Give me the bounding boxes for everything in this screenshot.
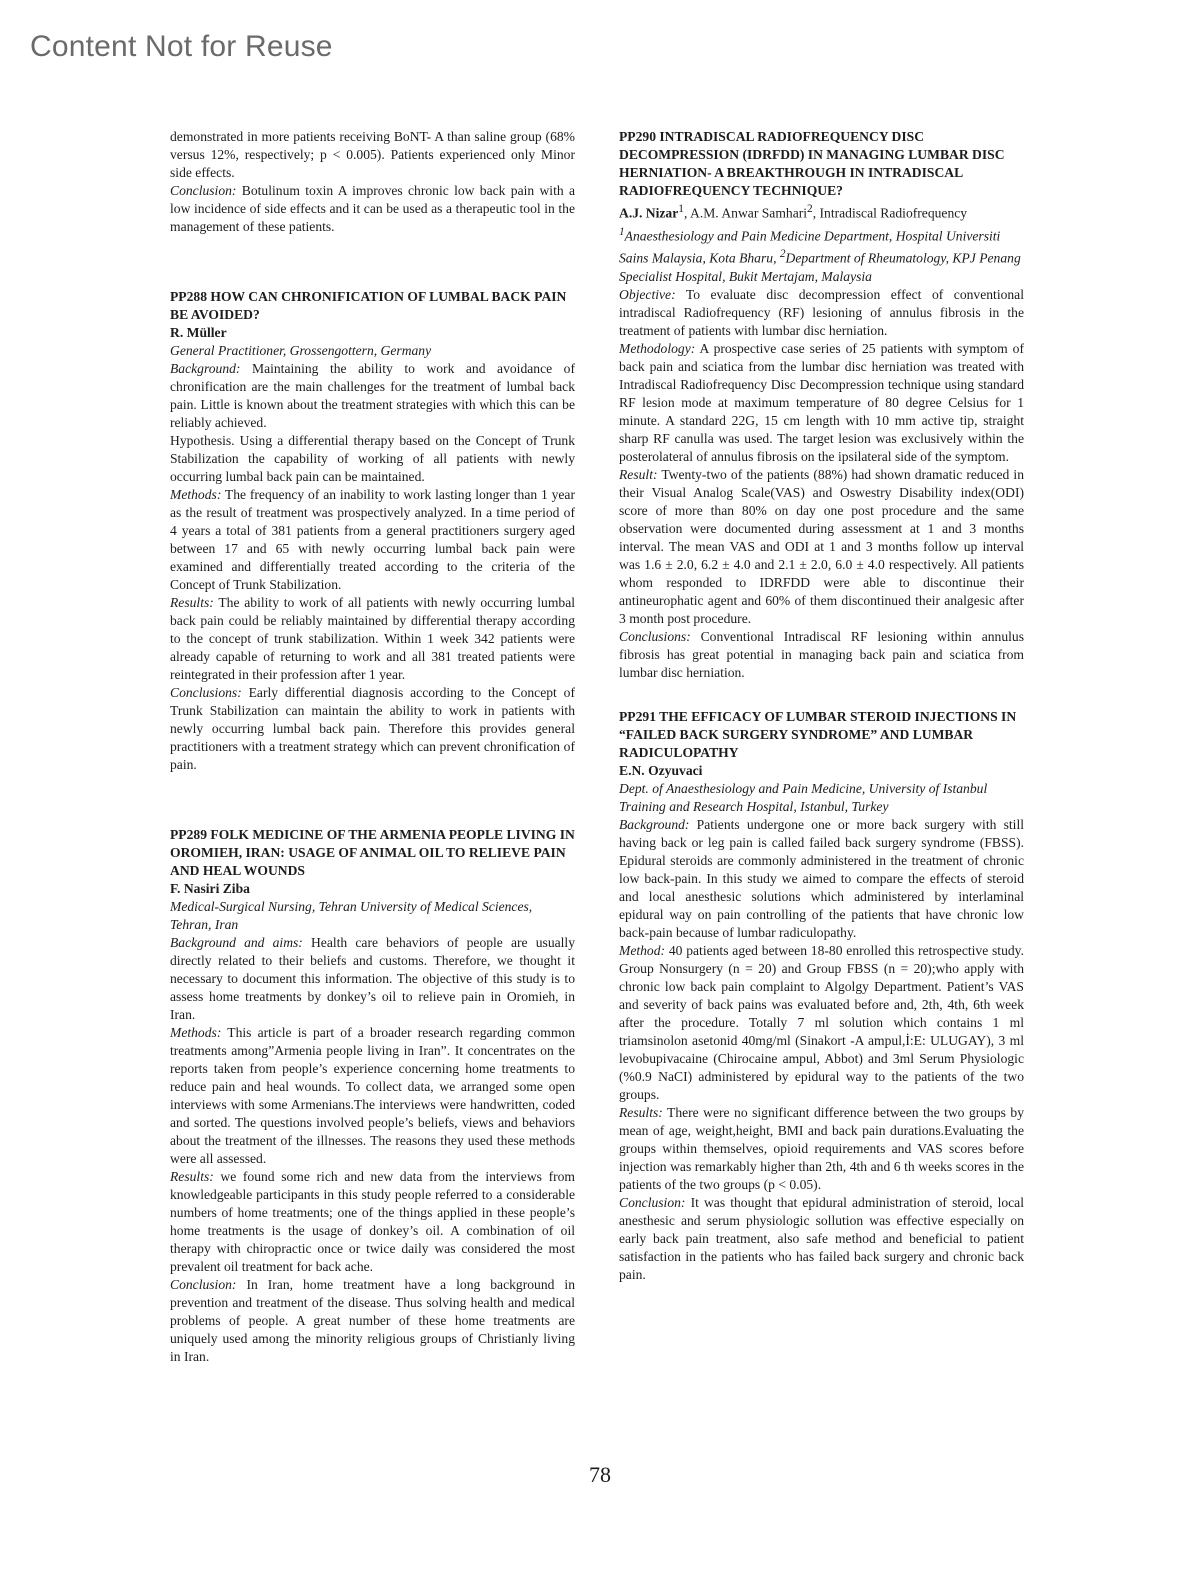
right-column (619, 128, 1024, 1284)
abstract-affiliation: General Practitioner, Grossengottern, Germany (170, 343, 432, 358)
paragraph: Methodology: A prospective case series of 25 patients with symptom of back pain and sciatica from the lumbar disc herniation was treated with Intradiscal Radiofrequency Disc Decompression technique using standard RF lesion mode at maximum temperature of 80 degree Celsius for 1 minute. A standard 22G, 15 cm length with 10 mm active tip, straight sharp RF canulla was used. The target lesion was exclusively within the posterolateral of annulus fibrosis on the ipsilateral side of the symptom. (619, 340, 1024, 464)
abstract-continuation (170, 128, 575, 236)
paragraph: Objective: To evaluate disc decompression effect of conventional intradiscal Radiofrequency (RF) lesioning of annulus fibrosis in the treatment of patients with lumbar disc herniation. (619, 286, 1024, 338)
abstract-affiliation: Medical-Surgical Nursing, Tehran University of Medical Sciences, Tehran, Iran (170, 899, 533, 932)
paragraph: Results: we found some rich and new data from the interviews from knowledgeable participants in this study people referred to a considerable numbers of home treatments; one of the things applied in these people’s home treatments is the usage of donkey’s oil. A combination of oil therapy with chiropractic once or twice daily was considered the most prevalent oil treatment for back ache. (170, 1169, 575, 1274)
abstract-pp289 (170, 826, 575, 1366)
paragraph: Background: Maintaining the ability to work and avoidance of chronification are the main challenges for the treatment of lumbal back pain. Little is known about the treatment strategies with which this can be reliably achieved. (170, 361, 575, 430)
paragraph: Conclusion: It was thought that epidural administration of steroid, local anesthesic and serum physiologic sollution was effective especially on early back pain treatment, also safe method and beneficial to patient satisfaction in the patients who has failed back surgery and chronic back pain. (619, 1194, 1024, 1282)
paragraph: Results: The ability to work of all patients with newly occurring lumbal back pain could be reliably maintained by differential therapy according to the concept of trunk stabilization. Within 1 week 342 patients were already capable of returning to work and all 381 treated patients were reintegrated in their profession after 1 year. (170, 595, 575, 682)
paragraph: Conclusion: Botulinum toxin A improves chronic low back pain with a low incidence of side effects and it can be used as a therapeutic tool in the management of these patients. (170, 183, 575, 234)
paragraph: Hypothesis. Using a differential therapy based on the Concept of Trunk Stabilization the capability of working of all patients with newly occurring lumbal back pain can be maintained. (170, 433, 575, 484)
paragraph: Background and aims: Health care behaviors of people are usually directly related to their beliefs and customs. Therefore, we thought it necessary to document this information. The objective of this study is to assess home treatments by donkey’s oil to relieve pain in Oromieh, in Iran. (170, 935, 576, 1022)
abstract-pp288 (170, 288, 575, 774)
paragraph: Methods: The frequency of an inability to work lasting longer than 1 year as the result of treatment was prospectively analyzed. In a time period of 4 years a total of 381 patients from a general practitioners surgery aged between 17 and 65 with newly occurring lumbal back pain were examined and differentially treated according to the criteria of the Concept of Trunk Stabilization. (170, 487, 575, 592)
paragraph: demonstrated in more patients receiving BoNT- A than saline group (68% versus 12%, respectively; p < 0.005). Patients experienced only Minor side effects. (170, 129, 575, 180)
abstract-authors: F. Nasiri Ziba (170, 881, 250, 896)
watermark: Content Not for Reuse (30, 30, 333, 63)
left-column (170, 128, 575, 1366)
paragraph: Result: Twenty-two of the patients (88%) had shown dramatic reduced in their Visual Analog Scale(VAS) and Oswestry Disability index(ODI) score of more than 80% on day one post procedure and the same observation were documented during assessment at 1 and 3 months interval. The mean VAS and ODI at 1 and 3 months follow up interval was 1.6 ± 2.0, 6.2 ± 4.0 and 2.1 ± 2.0, 6.0 ± 4.0 respectively. All patients whom responded to IDRFDD were able to discontinue their antineurophatic agent and 60% of them discontinued their analgesic after 3 month post procedure. (619, 466, 1024, 626)
abstract-pp290 (619, 128, 1024, 682)
paragraph: Conclusion: In Iran, home treatment have a long background in prevention and treatment of the disease. Thus solving health and medical problems of people. A great number of these home treatments are uniquely used among the minority religious groups of Christianly living in Iran. (170, 1277, 575, 1364)
abstract-affiliation: $^1$Anaesthesiology and Pain Medicine Department, Hospital Universiti Sains Malaysia, Kota Bharu, $^2$Department of Rheumatology, KPJ Penang Specialist Hospital, Bukit Mertajam, Malaysia (619, 225, 1021, 284)
abstract-pp291 (619, 708, 1024, 1284)
paragraph: Conclusions: Early differential diagnosis according to the Concept of Trunk Stabilization can maintain the ability to work in patients with newly occurring lumbal back pain. Therefore this provides general practitioners with a treatment strategy which can prevent chronification of pain. (170, 685, 575, 772)
abstract-title: PP290 INTRADISCAL RADIOFREQUENCY DISC DECOMPRESSION (IDRFDD) IN MANAGING LUMBAR DISC HERNIATION- A BREAKTHROUGH IN INTRADISCAL RADIOFREQUENCY TECHNIQUE? (619, 129, 1005, 198)
page-number: 78 (589, 1462, 611, 1487)
paragraph: Conclusions: Conventional Intradiscal RF lesioning within annulus fibrosis has great potential in managing back pain and sciatica from lumbar disc herniation. (619, 628, 1024, 680)
abstract-affiliation: Dept. of Anaesthesiology and Pain Medicine, University of Istanbul Training and Research Hospital, Istanbul, Turkey (619, 780, 988, 814)
abstract-authors: A.J. Nizar$^1$, A.M. Anwar Samhari$^2$, Intradiscal Radiofrequency (619, 203, 968, 221)
abstract-authors: E.N. Ozyuvaci (619, 762, 703, 778)
paragraph: Method: 40 patients aged between 18-80 enrolled this retrospective study. Group Nonsurgery (n = 20) and Group FBSS (n = 20);who apply with chronic low back pain complaint to Algolgy Department. Patient’s VAS and severity of back pains was evaluated before and, 2th, 4th, 6th week after the procedure. Totally 7 ml solution which contains 1 ml triamsinolon asetonid 40mg/ml (Sinakort -A ampul,İ:E: ULUGAY), 3 ml levobupivacaine (Chirocaine ampul, Abbot) and 3ml Serum Physiologic (%0.9 NaCI) administered by epidural way to the patients of the two groups. (619, 942, 1024, 1102)
paragraph: Background: Patients undergone one or more back surgery with still having back or leg pain is called failed back surgery syndrome (FBSS). Epidural steroids are commonly administered in the treatment of chronic low back-pain. In this study we aimed to compare the effects of steroid and local anesthesic solutions which administered by interlaminal epidural way on pain controlling of the patients that have chronic low back-pain because of lumbar radiculopathy. (619, 816, 1024, 940)
paragraph: Methods: This article is part of a broader research regarding common treatments among”Armenia people living in Iran”. It concentrates on the reports taken from people’s experience concerning home treatments to reduce pain and heal wounds. To collect data, we arranged some open interviews with some Armenians.The interviews were handwritten, coded and sorted. The questions involved people’s beliefs, views and behaviors about the treatment of the illnesses. The reasons they used these methods were all assessed. (170, 1025, 575, 1166)
paragraph: Results: There were no significant difference between the two groups by mean of age, weight,height, BMI and back pain durations.Evaluating the groups within themselves, opioid requirements and VAS scores before injection was remarkably higher than 2th, 4th and 6 th weeks scores in the patients of the two groups (p < 0.05). (619, 1104, 1024, 1192)
abstract-title: PP288 HOW CAN CHRONIFICATION OF LUMBAL BACK PAIN BE AVOIDED? (170, 289, 567, 322)
abstract-title: PP291 THE EFFICACY OF LUMBAR STEROID INJECTIONS IN “FAILED BACK SURGERY SYNDROME” AND LUMBAR RADICULOPATHY (619, 708, 1017, 760)
abstract-authors: R. Müller (170, 325, 227, 340)
abstract-title: PP289 FOLK MEDICINE OF THE ARMENIA PEOPLE LIVING IN OROMIEH, IRAN: USAGE OF ANIMAL OIL TO RELIEVE PAIN AND HEAL WOUNDS (170, 827, 575, 878)
